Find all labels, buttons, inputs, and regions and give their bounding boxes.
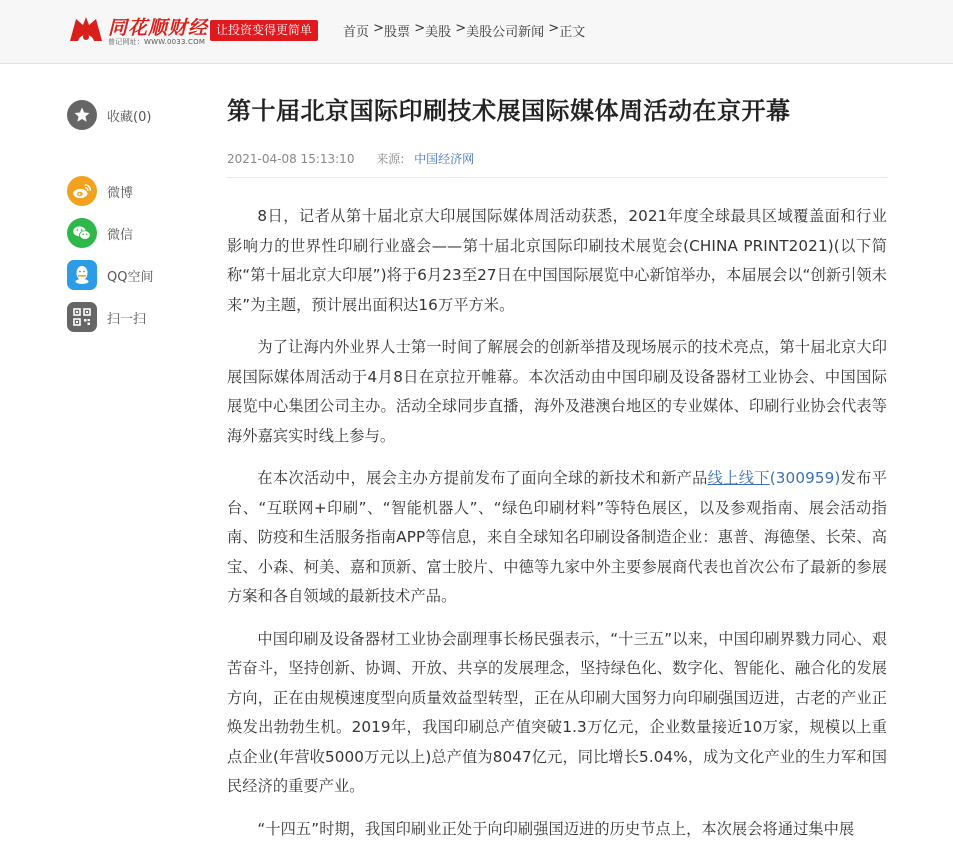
paragraph: 8日，记者从第十届北京大印展国际媒体周活动获悉，2021年度全球最具区域覆盖面和行业影响力的世界性印刷行业盛会——第十届北京国际印刷技术展览会(CHINA PRINT2021)(以下简称“第十届北京大印展”)将于6月23至27日在中国国际展览中心新馆举办，本届展会以“创新引领未来”为主题，预计展出面积达16万平方米。 (227, 207, 887, 314)
paragraph: “十四五”时期，我国印刷业正处于向印刷强国迈进的历史节点上，本次展会将通过集中展 (257, 819, 855, 838)
wechat-label: 微信 (107, 227, 134, 243)
paragraph: 为了让海内外业界人士第一时间了解展会的创新举措及现场展示的技术亮点，第十届北京大印展国际媒体周活动于4月8日在京拉开帷幕。本次活动由中国印刷及设备器材工业协会、中国国际展览中心集团公司主办。活动全球同步直播，海外及港澳台地区的专业媒体、印刷行业协会代表等海外嘉宾实时线上参与。 (227, 338, 887, 445)
wechat-icon (67, 218, 97, 248)
breadcrumb-separator: > (410, 21, 426, 36)
share-qzone-button[interactable] (67, 259, 153, 291)
share-weibo-button[interactable] (67, 175, 133, 207)
star-icon (67, 100, 97, 130)
paragraph-text: 在本次活动中，展会主办方提前发布了面向全球的新技术和新产品 (257, 469, 708, 487)
top-bar (0, 0, 953, 64)
paragraph (227, 464, 887, 612)
share-wechat-button[interactable] (67, 217, 133, 249)
breadcrumb-separator: > (369, 21, 385, 36)
breadcrumb-home[interactable]: 首页 (343, 25, 370, 40)
breadcrumb-us-company-news[interactable]: 美股公司新闻 (466, 25, 545, 40)
scan-label: 扫一扫 (107, 311, 147, 327)
weibo-icon (67, 176, 97, 206)
slogan-badge[interactable]: 让投资变得更简单 (210, 20, 318, 41)
source-label: 来源: (376, 152, 405, 166)
breadcrumb-stocks[interactable]: 股票 (384, 25, 411, 40)
qrcode-icon (67, 302, 97, 332)
source-link[interactable]: 中国经济网 (414, 152, 475, 166)
publish-datetime: 2021-04-08 15:13:10 (227, 152, 355, 166)
favorite-button[interactable] (67, 99, 151, 131)
article-meta (227, 150, 887, 168)
breadcrumb-us-stocks[interactable]: 美股 (425, 25, 452, 40)
article (227, 92, 887, 857)
breadcrumb-separator: > (544, 21, 560, 36)
scan-qrcode-button[interactable] (67, 301, 146, 333)
stock-name-link[interactable]: 线上线下 (707, 469, 770, 487)
site-logo[interactable] (66, 13, 209, 47)
logo-subtext: 曾记网址：WWW.0033.COM (108, 38, 206, 46)
article-title: 第十届北京国际印刷技术展国际媒体周活动在京开幕 (227, 97, 791, 125)
logo-mark-icon (66, 15, 106, 45)
meta-divider (227, 177, 887, 178)
paragraph-text: 发布平台、“互联网+印刷”、“智能机器人”、“绿色印刷材料”等特色展区，以及参观指南、展会活动指南、防疫和生活服务指南APP等信息，来自全球知名印刷设备制造企业：惠普、海德堡、长荣、高宝、小森、柯美、嘉和顶新、富士胶片、中德等九家中外主要参展商代表也首次公布了最新的参展方案和各自领域的最新技术产品。 (227, 469, 887, 605)
breadcrumb-current: 正文 (559, 25, 586, 40)
paragraph: 中国印刷及设备器材工业协会副理事长杨民强表示，“十三五”以来，中国印刷界戮力同心、艰苦奋斗，坚持创新、协调、开放、共享的发展理念，坚持绿色化、数字化、智能化、融合化的发展方向，正在由规模速度型向质量效益型转型，正在从印刷大国努力向印刷强国迈进，古老的产业正焕发出勃勃生机。2019年，我国印刷总产值突破1.3万亿元，企业数量接近10万家，规模以上重点企业(年营收5000万元以上)总产值为8047亿元，同比增长5.04%，成为文化产业的生力军和国民经济的重要产业。 (227, 629, 887, 795)
qzone-label: QQ空间 (107, 269, 154, 285)
logo-text: 同花顺财经 (108, 17, 209, 39)
weibo-label: 微博 (107, 185, 134, 201)
favorite-label: 收藏(0) (107, 109, 152, 125)
stock-code-link[interactable]: (300959) (769, 469, 841, 487)
breadcrumb-separator: > (451, 21, 467, 36)
breadcrumb (343, 21, 585, 40)
qq-icon (67, 260, 97, 290)
article-body (227, 202, 887, 844)
